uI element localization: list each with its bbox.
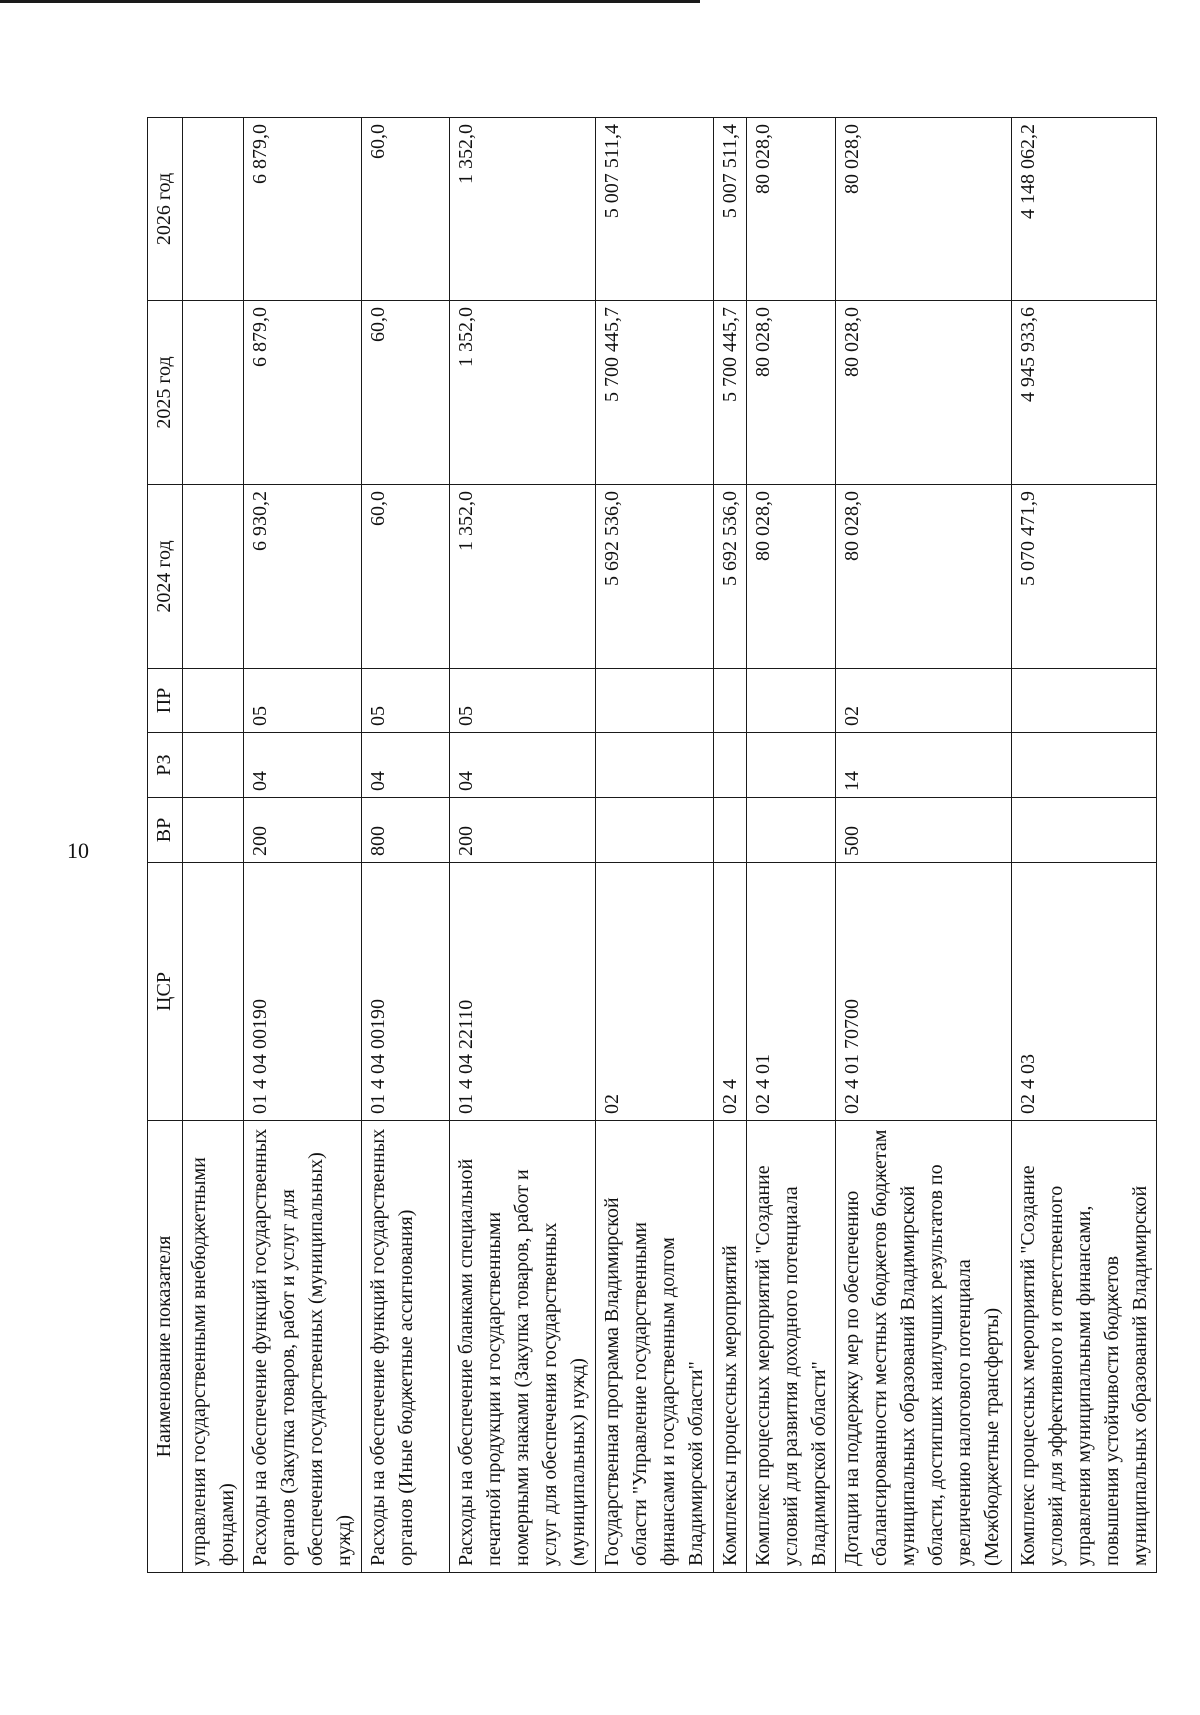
- cell-vr: 200: [244, 798, 362, 863]
- cell-csr: 02 4 01 70700: [836, 863, 1012, 1121]
- cell-vr: [183, 798, 244, 863]
- cell-2026: 80 028,0: [747, 118, 836, 301]
- cell-2025: 80 028,0: [747, 301, 836, 485]
- cell-2024: 5 070 471,9: [1012, 485, 1157, 669]
- cell-vr: 200: [450, 798, 596, 863]
- cell-csr: 01 4 04 00190: [362, 863, 450, 1121]
- cell-2026: 5 007 511,4: [596, 118, 714, 301]
- table-row: [450, 118, 596, 1573]
- cell-pr: [714, 669, 747, 733]
- cell-rz: [1012, 733, 1157, 798]
- cell-2025: 1 352,0: [450, 301, 596, 485]
- cell-2025: 4 945 933,6: [1012, 301, 1157, 485]
- col-header-pr: ПР: [148, 669, 183, 733]
- cell-2024: 60,0: [362, 485, 450, 669]
- cell-2026: 5 007 511,4: [714, 118, 747, 301]
- cell-rz: [747, 733, 836, 798]
- cell-vr: 500: [836, 798, 1012, 863]
- cell-2025: 80 028,0: [836, 301, 1012, 485]
- table-row: [747, 118, 836, 1573]
- table-row: [836, 118, 1012, 1573]
- col-header-2026: 2026 год: [148, 118, 183, 301]
- cell-name: Расходы на обеспечение функций государственных органов (Иные бюджетные ассигнования): [362, 1121, 450, 1573]
- cell-csr: 02: [596, 863, 714, 1121]
- cell-pr: [747, 669, 836, 733]
- cell-name: Комплекс процессных мероприятий "Создание условий для эффективного и ответственного управления муниципальными финансами, повышения устойчивости бюджетов муниципальных образований Владимирской: [1012, 1121, 1157, 1573]
- table-row: [362, 118, 450, 1573]
- cell-2025: [183, 301, 244, 485]
- cell-2026: [183, 118, 244, 301]
- scan-top-edge: [0, 0, 700, 3]
- cell-csr: 02 4 01: [747, 863, 836, 1121]
- table-row: [1012, 118, 1157, 1573]
- cell-2026: 4 148 062,2: [1012, 118, 1157, 301]
- cell-name: Расходы на обеспечение бланками специальной печатной продукции и государственными номерными знаками (Закупка товаров, работ и услуг для обеспечения государственных (муниципальных) нужд): [450, 1121, 596, 1573]
- cell-pr: 05: [244, 669, 362, 733]
- cell-pr: 05: [450, 669, 596, 733]
- cell-2026: 1 352,0: [450, 118, 596, 301]
- table-row: [596, 118, 714, 1573]
- cell-vr: [714, 798, 747, 863]
- cell-2026: 6 879,0: [244, 118, 362, 301]
- cell-csr: 01 4 04 22110: [450, 863, 596, 1121]
- cell-2024: 5 692 536,0: [596, 485, 714, 669]
- cell-pr: 05: [362, 669, 450, 733]
- col-header-vr: ВР: [148, 798, 183, 863]
- cell-pr: 02: [836, 669, 1012, 733]
- cell-rz: [596, 733, 714, 798]
- cell-2024: 80 028,0: [747, 485, 836, 669]
- col-header-name: Наименование показателя: [148, 1121, 183, 1573]
- cell-2024: 6 930,2: [244, 485, 362, 669]
- cell-pr: [1012, 669, 1157, 733]
- col-header-rz: РЗ: [148, 733, 183, 798]
- cell-2026: 80 028,0: [836, 118, 1012, 301]
- rotated-table-container: [147, 118, 1151, 1573]
- cell-vr: 800: [362, 798, 450, 863]
- cell-csr: [183, 863, 244, 1121]
- table-header-row: [148, 118, 183, 1573]
- cell-2024: 80 028,0: [836, 485, 1012, 669]
- cell-name: Дотации на поддержку мер по обеспечению сбалансированности местных бюджетов бюджетам муниципальных образований Владимирской области, достигших наилучших результатов по увеличению налогового потенциала (Межбюджетные трансферты): [836, 1121, 1012, 1573]
- cell-rz: 14: [836, 733, 1012, 798]
- cell-2024: [183, 485, 244, 669]
- table-row: [714, 118, 747, 1573]
- table-row: [183, 118, 244, 1573]
- cell-2024: 5 692 536,0: [714, 485, 747, 669]
- cell-name: Государственная программа Владимирской области "Управление государственными финансами и государственным долгом Владимирской области": [596, 1121, 714, 1573]
- cell-name: управления государственными внебюджетными фондами): [183, 1121, 244, 1573]
- cell-2025: 6 879,0: [244, 301, 362, 485]
- cell-2024: 1 352,0: [450, 485, 596, 669]
- col-header-csr: ЦСР: [148, 863, 183, 1121]
- cell-vr: [1012, 798, 1157, 863]
- cell-name: Комплексы процессных мероприятий: [714, 1121, 747, 1573]
- cell-2025: 5 700 445,7: [714, 301, 747, 485]
- col-header-2024: 2024 год: [148, 485, 183, 669]
- cell-name: Комплекс процессных мероприятий "Создание условий для развития доходного потенциала Владимирской области": [747, 1121, 836, 1573]
- cell-rz: 04: [244, 733, 362, 798]
- col-header-2025: 2025 год: [148, 301, 183, 485]
- cell-2025: 5 700 445,7: [596, 301, 714, 485]
- cell-rz: [183, 733, 244, 798]
- cell-rz: 04: [450, 733, 596, 798]
- budget-table: [147, 117, 1157, 1573]
- page-number: 10: [67, 838, 89, 863]
- cell-name: Расходы на обеспечение функций государственных органов (Закупка товаров, работ и услуг для обеспечения государственных (муниципальных) нужд): [244, 1121, 362, 1573]
- cell-2026: 60,0: [362, 118, 450, 301]
- cell-csr: 01 4 04 00190: [244, 863, 362, 1121]
- cell-vr: [596, 798, 714, 863]
- cell-2025: 60,0: [362, 301, 450, 485]
- cell-csr: 02 4: [714, 863, 747, 1121]
- cell-pr: [596, 669, 714, 733]
- cell-rz: 04: [362, 733, 450, 798]
- cell-rz: [714, 733, 747, 798]
- cell-pr: [183, 669, 244, 733]
- cell-csr: 02 4 03: [1012, 863, 1157, 1121]
- table-row: [244, 118, 362, 1573]
- cell-vr: [747, 798, 836, 863]
